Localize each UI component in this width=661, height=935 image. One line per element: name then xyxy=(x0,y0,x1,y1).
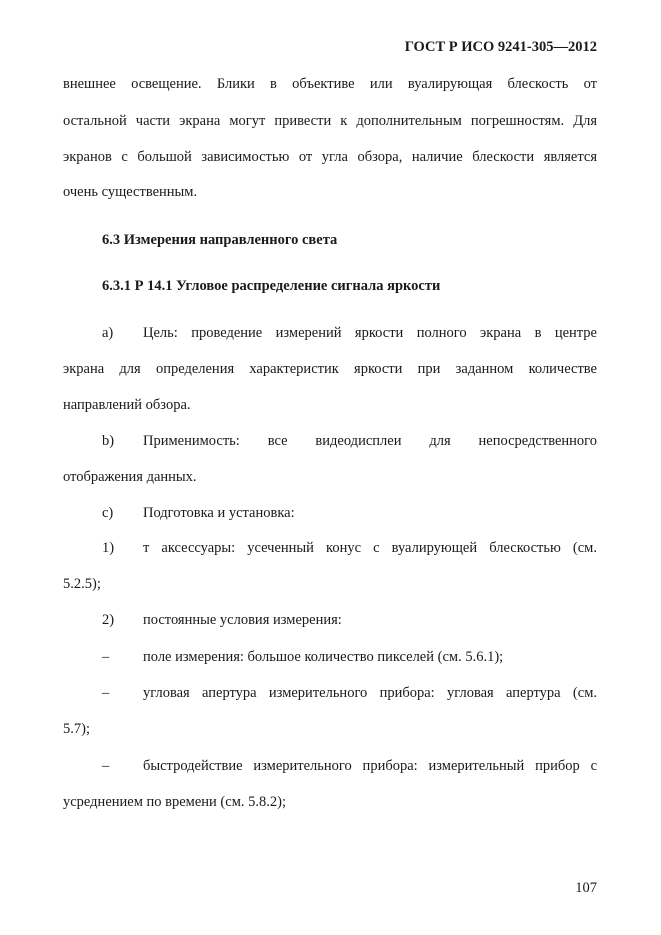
list-dash: – xyxy=(102,758,110,774)
body-text-line: очень существенным. xyxy=(63,184,198,200)
dash-3-text: быстродействие измерительного прибора: измерительный прибор с xyxy=(143,758,597,774)
item-a-text: Цель: проведение измерений яркости полного экрана в центре xyxy=(143,325,597,341)
body-text-line: внешнее освещение. Блики в объективе или вуалирующая блескость от xyxy=(63,76,597,92)
list-label-2: 2) xyxy=(102,612,115,628)
list-label-1: 1) xyxy=(102,540,115,556)
item-1-text: 5.2.5); xyxy=(63,576,101,592)
list-dash: – xyxy=(102,685,110,701)
item-2-text: постоянные условия измерения: xyxy=(143,612,342,628)
item-b-text: Применимость: все видеодисплеи для непосредственного xyxy=(143,433,597,449)
section-heading-6-3-1: 6.3.1 Р 14.1 Угловое распределение сигнала яркости xyxy=(102,278,441,294)
page-number: 107 xyxy=(575,880,597,896)
body-text-line: остальной части экрана могут привести к дополнительным погрешностям. Для xyxy=(63,113,597,129)
list-label-c: c) xyxy=(102,505,114,521)
document-header: ГОСТ Р ИСО 9241-305—2012 xyxy=(404,39,597,55)
dash-2-text: угловая апертура измерительного прибора: угловая апертура (см. xyxy=(143,685,597,701)
dash-3-text: усреднением по времени (см. 5.8.2); xyxy=(63,794,286,810)
section-heading-6-3: 6.3 Измерения направленного света xyxy=(102,232,338,248)
list-label-b: b) xyxy=(102,433,115,449)
item-c-text: Подготовка и установка: xyxy=(143,505,295,521)
list-dash: – xyxy=(102,649,110,665)
item-1-text: т аксессуары: усеченный конус с вуалирующей блескостью (см. xyxy=(143,540,597,556)
dash-1-text: поле измерения: большое количество пикселей (см. 5.6.1); xyxy=(143,649,504,665)
body-text-line: экранов с большой зависимостью от угла обзора, наличие блескости является xyxy=(63,149,597,165)
dash-2-text: 5.7); xyxy=(63,721,90,737)
item-a-text: направлений обзора. xyxy=(63,397,191,413)
item-a-text: экрана для определения характеристик яркости при заданном количестве xyxy=(63,361,597,377)
list-label-a: a) xyxy=(102,325,114,341)
item-b-text: отображения данных. xyxy=(63,469,197,485)
